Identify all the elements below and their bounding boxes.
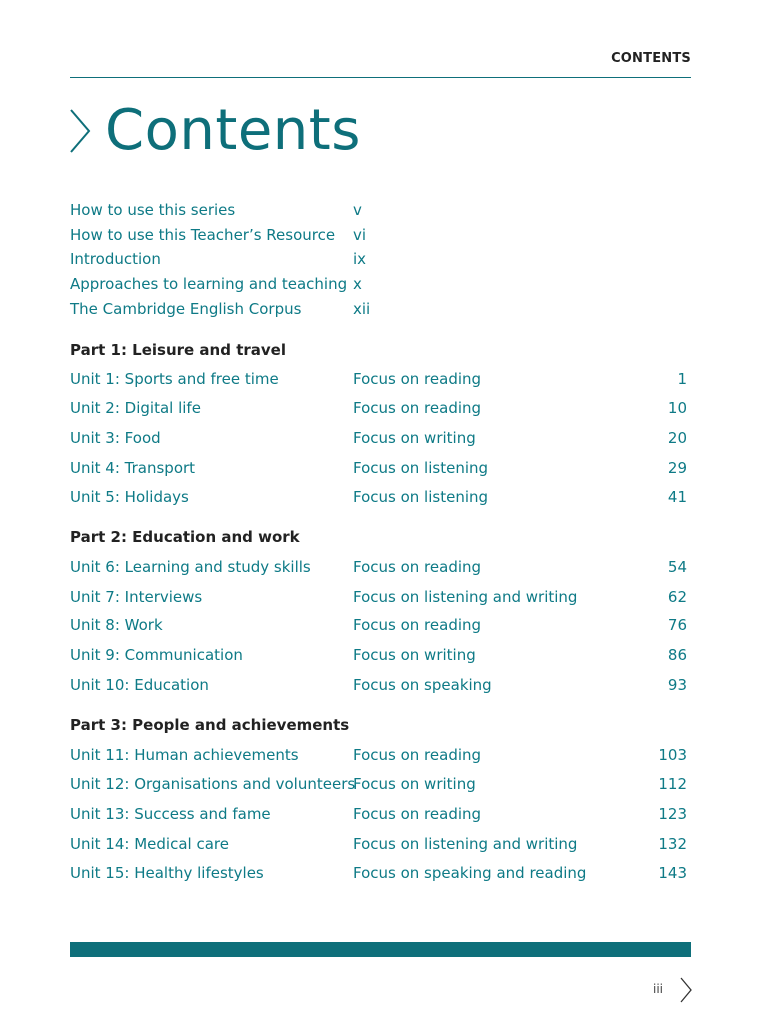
unit-page: 123 [658,805,687,823]
unit-title: Unit 7: Interviews [70,588,203,606]
toc-entry-label: How to use this series [70,201,236,219]
unit-title: Unit 4: Transport [70,459,196,477]
toc-unit-row[interactable] [70,803,691,825]
part-heading: Part 1: Leisure and travel [70,341,286,359]
toc-unit-row[interactable] [70,457,691,479]
unit-focus: Focus on listening and writing [353,835,578,853]
toc-front-row[interactable] [70,248,691,270]
unit-title: Unit 11: Human achievements [70,746,299,764]
toc-entry-label: Approaches to learning and teaching [70,275,348,293]
toc-entry-label: How to use this Teacher’s Resource [70,226,336,244]
next-page-chevron-icon[interactable] [679,976,693,1004]
unit-focus: Focus on writing [353,646,476,664]
unit-focus: Focus on speaking [353,676,492,694]
unit-page: 10 [667,399,687,417]
unit-page: 86 [667,646,687,664]
unit-focus: Focus on writing [353,775,476,793]
unit-title: Unit 1: Sports and free time [70,370,279,388]
unit-page: 93 [667,676,687,694]
unit-page: 29 [667,459,687,477]
page-number: iii [653,982,664,996]
toc-unit-row[interactable] [70,773,691,795]
toc-entry-page: vi [353,226,367,244]
unit-focus: Focus on listening and writing [353,588,578,606]
unit-focus: Focus on listening [353,459,489,477]
unit-page: 41 [667,488,687,506]
unit-title: Unit 5: Holidays [70,488,189,506]
footer-bar [70,942,691,957]
chevron-right-icon [68,107,92,155]
toc-entry-page: xii [353,300,371,318]
top-rule [70,77,691,78]
unit-page: 112 [658,775,687,793]
unit-focus: Focus on reading [353,616,482,634]
unit-page: 76 [667,616,687,634]
unit-focus: Focus on listening [353,488,489,506]
toc-unit-row[interactable] [70,586,691,608]
toc-unit-row[interactable] [70,486,691,508]
toc-unit-row[interactable] [70,862,691,884]
unit-title: Unit 10: Education [70,676,209,694]
unit-page: 54 [667,558,687,576]
unit-focus: Focus on reading [353,399,482,417]
unit-title: Unit 2: Digital life [70,399,201,417]
unit-title: Unit 3: Food [70,429,161,447]
unit-title: Unit 15: Healthy lifestyles [70,864,264,882]
unit-focus: Focus on reading [353,746,482,764]
unit-focus: Focus on reading [353,558,482,576]
toc-front-row[interactable] [70,298,691,320]
unit-page: 20 [667,429,687,447]
toc-unit-row[interactable] [70,368,691,390]
title-block [68,96,361,166]
toc-front-row[interactable] [70,224,691,246]
toc-unit-row[interactable] [70,833,691,855]
unit-page: 1 [677,370,687,388]
toc-entry-label: Introduction [70,250,161,268]
unit-title: Unit 8: Work [70,616,163,634]
toc-unit-row[interactable] [70,397,691,419]
toc-front-row[interactable] [70,199,691,221]
toc-entry-page: x [353,275,362,293]
unit-focus: Focus on reading [353,370,482,388]
part-heading: Part 3: People and achievements [70,716,350,734]
toc-unit-row[interactable] [70,644,691,666]
part-heading: Part 2: Education and work [70,528,300,546]
toc-entry-page: ix [353,250,367,268]
toc-entry-label: The Cambridge English Corpus [70,300,302,318]
unit-title: Unit 14: Medical care [70,835,229,853]
toc-unit-row[interactable] [70,674,691,696]
toc-unit-row[interactable] [70,556,691,578]
unit-page: 62 [667,588,687,606]
unit-title: Unit 13: Success and fame [70,805,271,823]
unit-page: 143 [658,864,687,882]
unit-page: 132 [658,835,687,853]
toc-front-row[interactable] [70,273,691,295]
unit-page: 103 [658,746,687,764]
unit-title: Unit 9: Communication [70,646,243,664]
unit-focus: Focus on reading [353,805,482,823]
toc-unit-row[interactable] [70,614,691,636]
toc-unit-row[interactable] [70,744,691,766]
toc-unit-row[interactable] [70,427,691,449]
unit-focus: Focus on writing [353,429,476,447]
unit-focus: Focus on speaking and reading [353,864,587,882]
unit-title: Unit 12: Organisations and volunteers [70,775,356,793]
page-title: Contents [105,98,361,163]
running-head: CONTENTS [611,51,691,66]
unit-title: Unit 6: Learning and study skills [70,558,311,576]
toc-entry-page: v [353,201,362,219]
